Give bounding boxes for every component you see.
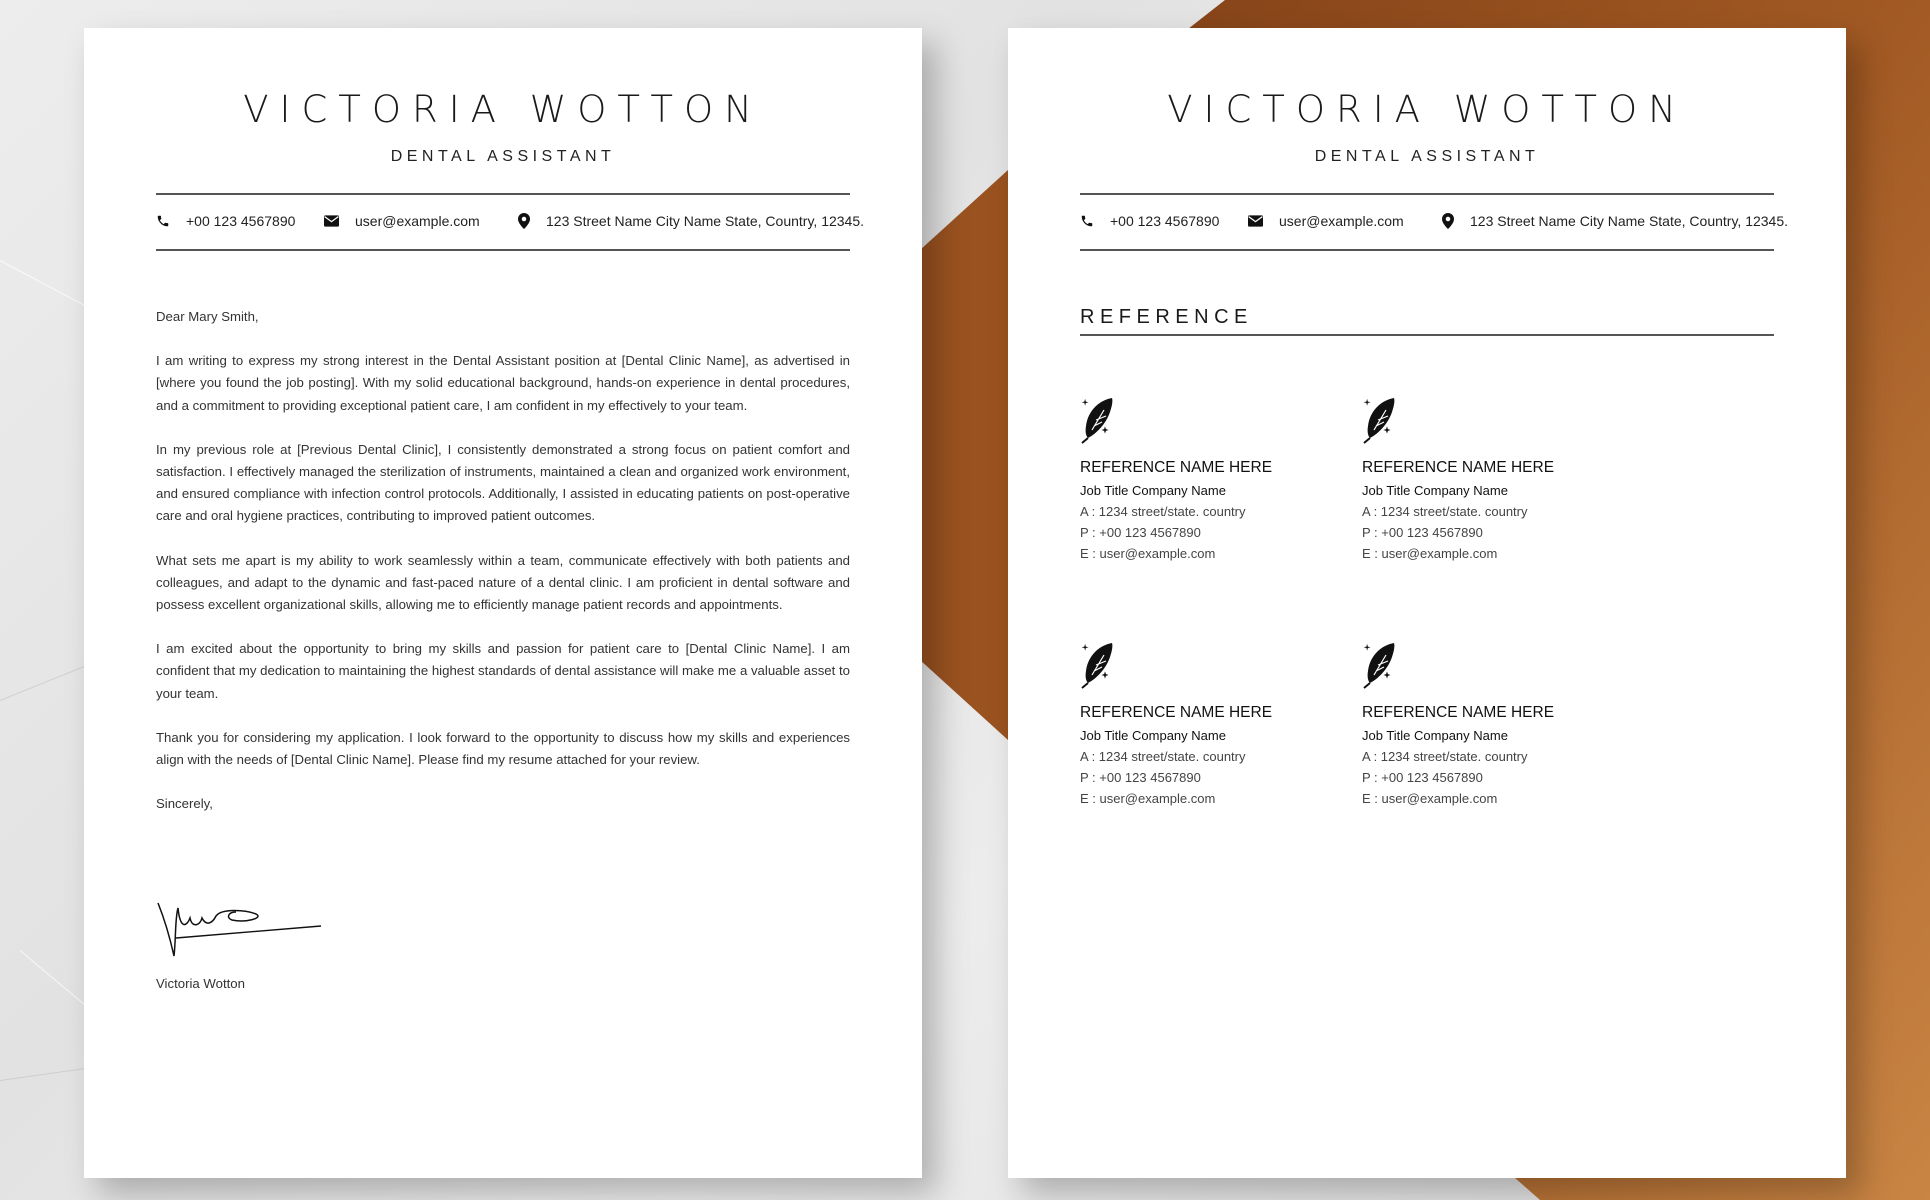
feather-icon xyxy=(1080,641,1114,689)
contact-email xyxy=(324,213,480,229)
mail-icon xyxy=(1248,215,1263,227)
feather-icon xyxy=(1362,641,1396,689)
closing: Sincerely, xyxy=(156,796,213,812)
reference-email: E : user@example.com xyxy=(1362,546,1498,561)
letter-paragraph: I am excited about the opportunity to bring my skills and passion for patient care to [Dental Clinic Name]. I am confident that my dedication to maintaining the highest standards of dental assistance will make me a valuable asset to your team. xyxy=(156,641,850,701)
letter-paragraph: I am writing to express my strong interest in the Dental Assistant position at [Dental Clinic Name], as advertised in [where you found the job posting]. With my solid educational background, hands-on experience in dental procedures, and a commitment to providing exceptional patient care, I am confident in my effectively to your team. xyxy=(156,353,850,413)
phone-text: +00 123 4567890 xyxy=(1110,213,1220,229)
contact-email xyxy=(1248,213,1404,229)
contact-bar xyxy=(156,213,865,233)
candidate-role: DENTAL ASSISTANT xyxy=(390,148,616,165)
cover-letter-page xyxy=(84,28,922,1178)
feather-icon xyxy=(1362,396,1396,444)
feather-icon xyxy=(1080,396,1114,444)
contact-phone xyxy=(156,213,295,229)
reference-address: A : 1234 street/state. country xyxy=(1362,504,1528,519)
header-rule-top xyxy=(156,193,850,195)
reference-address: A : 1234 street/state. country xyxy=(1080,504,1246,519)
reference-phone: P : +00 123 4567890 xyxy=(1362,525,1483,540)
location-icon xyxy=(518,213,530,229)
reference-card xyxy=(1362,396,1622,561)
reference-name: REFERENCE NAME HERE xyxy=(1362,459,1555,476)
reference-name: REFERENCE NAME HERE xyxy=(1362,704,1555,721)
reference-job: Job Title Company Name xyxy=(1362,483,1508,498)
address-text: 123 Street Name City Name State, Country, 12345. xyxy=(1470,213,1789,229)
contact-phone xyxy=(1080,213,1219,229)
phone-icon xyxy=(1080,214,1094,228)
candidate-role: DENTAL ASSISTANT xyxy=(1314,148,1540,165)
reference-card xyxy=(1080,641,1340,806)
address-text: 123 Street Name City Name State, Country, 12345. xyxy=(546,213,865,229)
reference-job: Job Title Company Name xyxy=(1362,728,1508,743)
reference-page xyxy=(1008,28,1846,1178)
reference-name: REFERENCE NAME HERE xyxy=(1080,704,1273,721)
salutation: Dear Mary Smith, xyxy=(156,309,259,324)
reference-heading: REFERENCE xyxy=(1080,306,1253,328)
reference-address: A : 1234 street/state. country xyxy=(1080,749,1246,764)
letter-paragraph: In my previous role at [Previous Dental Clinic], I consistently demonstrated a strong focus on patient comfort and satisfaction. I effectively managed the sterilization of instruments, maintained a clean and organized work environment, and ensured compliance with infection control protocols. Additionally, I assisted in educating patients on post-operative care and oral hygiene practices, contributing to improved patient outcomes. xyxy=(156,441,850,524)
reference-phone: P : +00 123 4567890 xyxy=(1080,525,1201,540)
reference-email: E : user@example.com xyxy=(1080,546,1216,561)
mail-icon xyxy=(324,215,339,227)
letter-paragraph: Thank you for considering my application. I look forward to the opportunity to discuss how my skills and experiences align with the needs of [Dental Clinic Name]. Please find my resume attached for your review. xyxy=(156,729,850,768)
reference-job: Job Title Company Name xyxy=(1080,728,1226,743)
reference-email: E : user@example.com xyxy=(1080,791,1216,806)
reference-job: Job Title Company Name xyxy=(1080,483,1226,498)
phone-text: +00 123 4567890 xyxy=(186,213,296,229)
letter-paragraph: What sets me apart is my ability to work seamlessly within a team, communicate effectively with both patients and colleagues, and adapt to the dynamic and fast-paced nature of a dental clinic. I am proficient in dental software and possess excellent organizational skills, allowing me to efficiently manage patient records and appointments. xyxy=(156,552,850,613)
contact-address xyxy=(1442,213,1788,229)
signature-name: Victoria Wotton xyxy=(156,976,245,991)
header-rule-bottom xyxy=(1080,249,1774,251)
header-rule-top xyxy=(1080,193,1774,195)
signature-image xyxy=(156,868,336,968)
email-text: user@example.com xyxy=(1279,213,1404,229)
reference-card xyxy=(1080,396,1340,561)
contact-bar xyxy=(1080,213,1789,233)
reference-phone: P : +00 123 4567890 xyxy=(1080,770,1201,785)
email-text: user@example.com xyxy=(355,213,480,229)
header-rule-bottom xyxy=(156,249,850,251)
reference-card xyxy=(1362,641,1622,806)
reference-phone: P : +00 123 4567890 xyxy=(1362,770,1483,785)
candidate-name: VICTORIA WOTTON xyxy=(243,88,763,131)
reference-name: REFERENCE NAME HERE xyxy=(1080,459,1273,476)
candidate-name: VICTORIA WOTTON xyxy=(1167,88,1687,131)
contact-address xyxy=(518,213,864,229)
reference-rule xyxy=(1080,334,1774,336)
location-icon xyxy=(1442,213,1454,229)
phone-icon xyxy=(156,214,170,228)
reference-email: E : user@example.com xyxy=(1362,791,1498,806)
reference-address: A : 1234 street/state. country xyxy=(1362,749,1528,764)
letter-body xyxy=(156,306,850,837)
